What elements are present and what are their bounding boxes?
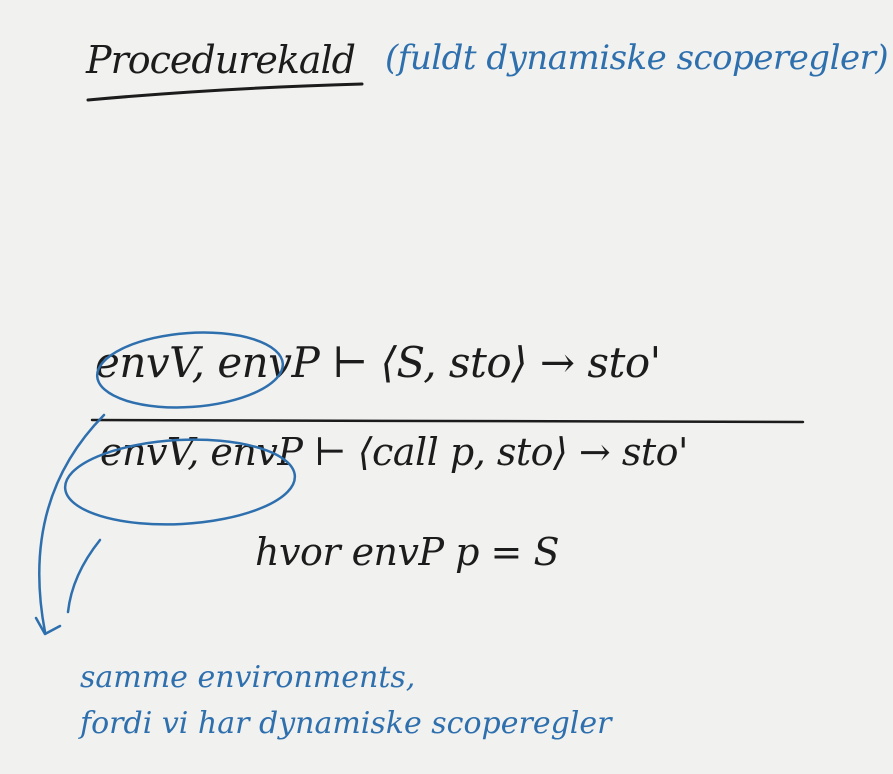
short-connector-stroke: [68, 540, 100, 612]
page-title: Procedurekald: [86, 38, 355, 82]
annotation-line-1: samme environments,: [80, 660, 416, 695]
rule-conclusion: envV, envP ⊢ ⟨call p, sto⟩ → sto': [100, 430, 688, 474]
annotation-line-2: fordi vi har dynamiske scoperegler: [80, 706, 612, 741]
side-condition: hvor envP p = S: [255, 530, 559, 574]
rule-premise: envV, envP ⊢ ⟨S, sto⟩ → sto': [95, 338, 661, 387]
title-underline: [88, 84, 362, 100]
inference-line: [92, 420, 803, 422]
arrowhead-icon: [36, 618, 60, 634]
page-subtitle: (fuldt dynamiske scoperegler): [385, 38, 889, 78]
long-curved-arrow: [39, 415, 104, 632]
